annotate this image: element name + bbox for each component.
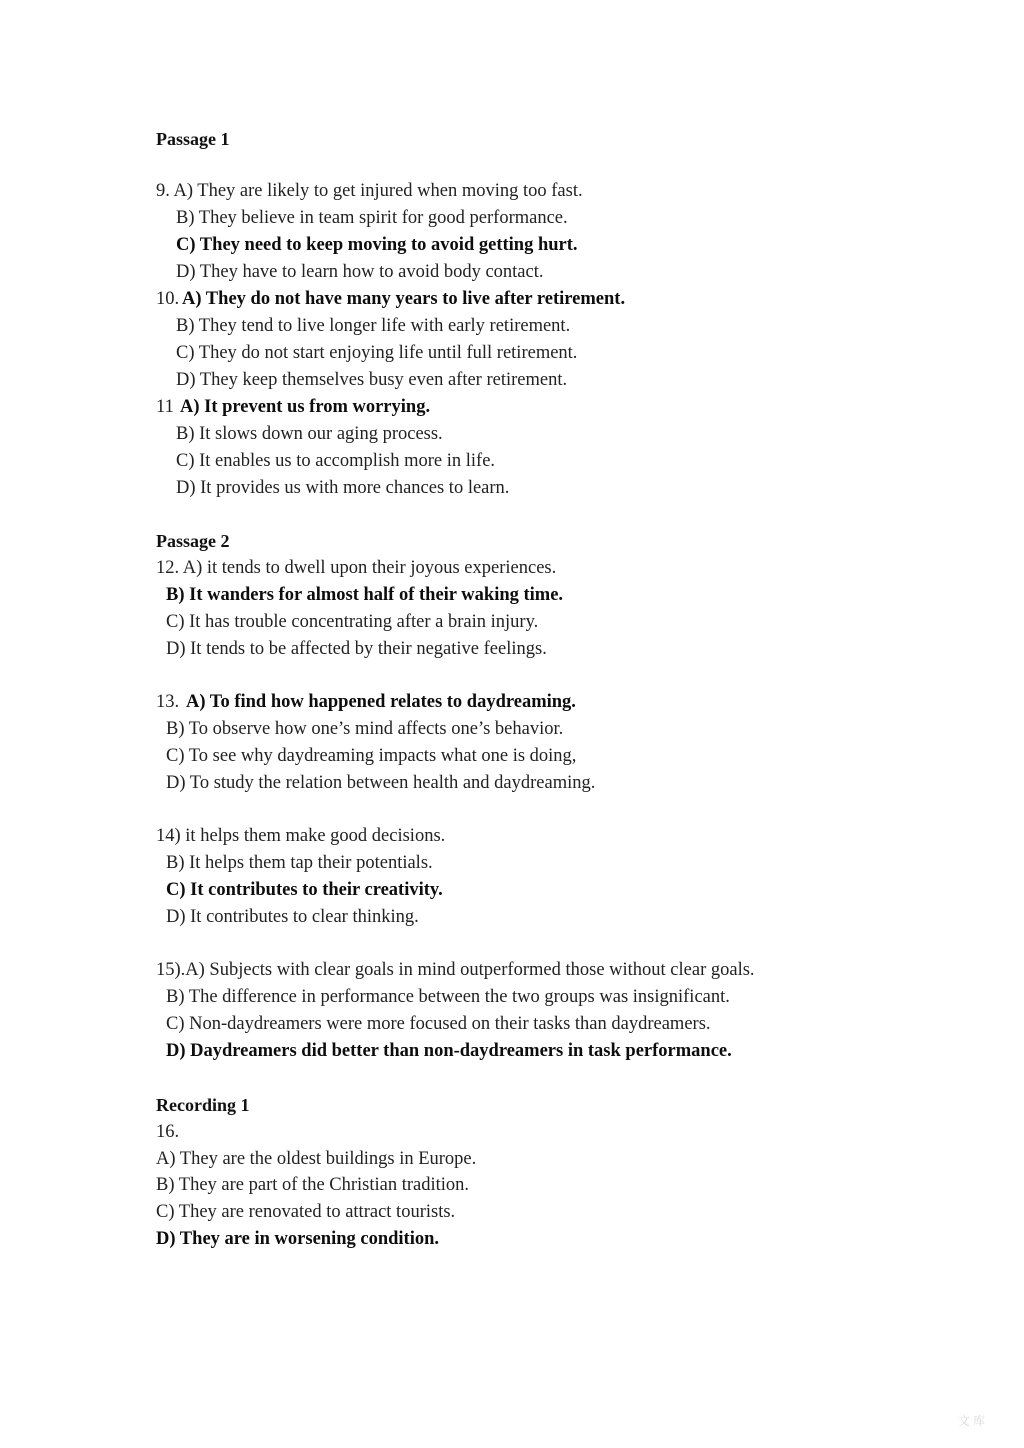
q16-option-d-answer: D) They are in worsening condition. [156, 1229, 440, 1249]
q11-option-c: C) It enables us to accomplish more in life. [176, 451, 496, 471]
q9-option-d: D) They have to learn how to avoid body contact. [176, 262, 544, 282]
q16-number: 16. [156, 1122, 180, 1142]
q13-number: 13. [156, 692, 180, 712]
q9-option-b: B) They believe in team spirit for good performance. [176, 208, 568, 228]
q10-option-b: B) They tend to live longer life with early retirement. [176, 316, 571, 336]
q11-option-d: D) It provides us with more chances to learn. [176, 478, 510, 498]
recording-1-heading: Recording 1 [156, 1095, 250, 1115]
q12-option-c: C) It has trouble concentrating after a brain injury. [166, 612, 539, 632]
watermark-mark: 文 库 [958, 1414, 986, 1428]
q15-option-a: 15).A) Subjects with clear goals in mind outperformed those without clear goals. [156, 960, 755, 980]
q14-option-d: D) It contributes to clear thinking. [166, 907, 419, 927]
q11-option-b: B) It slows down our aging process. [176, 424, 443, 444]
q10-option-c: C) They do not start enjoying life until full retirement. [176, 343, 578, 363]
q10-option-d: D) They keep themselves busy even after retirement. [176, 370, 568, 390]
q10-number: 10. [156, 289, 180, 309]
q16-option-b: B) They are part of the Christian tradition. [156, 1175, 470, 1195]
q10-option-a-answer: A) They do not have many years to live after retirement. [182, 289, 626, 309]
q15-option-b: B) The difference in performance between the two groups was insignificant. [166, 987, 730, 1007]
q13-option-b: B) To observe how one’s mind affects one’s behavior. [166, 719, 564, 739]
q16-option-a: A) They are the oldest buildings in Europe. [156, 1149, 477, 1169]
q9-option-c-answer: C) They need to keep moving to avoid getting hurt. [176, 235, 578, 255]
q16-option-c: C) They are renovated to attract tourists. [156, 1202, 456, 1222]
passage-2-heading: Passage 2 [156, 531, 230, 551]
q11-number: 11 [156, 397, 174, 417]
q9-option-a: 9. A) They are likely to get injured when moving too fast. [156, 181, 583, 201]
passage-1-heading: Passage 1 [156, 129, 230, 149]
q12-option-b-answer: B) It wanders for almost half of their waking time. [166, 585, 564, 605]
q13-option-c: C) To see why daydreaming impacts what one is doing, [166, 746, 577, 766]
q11-option-a-answer: A) It prevent us from worrying. [180, 397, 431, 417]
q12-option-a: 12. A) it tends to dwell upon their joyous experiences. [156, 558, 557, 578]
q13-option-d: D) To study the relation between health and daydreaming. [166, 773, 596, 793]
q14-option-b: B) It helps them tap their potentials. [166, 853, 433, 873]
q12-option-d: D) It tends to be affected by their negative feelings. [166, 639, 547, 659]
q13-option-a-answer: A) To find how happened relates to daydreaming. [186, 692, 576, 712]
q15-option-c: C) Non-daydreamers were more focused on their tasks than daydreamers. [166, 1014, 711, 1034]
q14-option-c-answer: C) It contributes to their creativity. [166, 880, 443, 900]
q14-option-a: 14) it helps them make good decisions. [156, 826, 446, 846]
q15-option-d-answer: D) Daydreamers did better than non-daydreamers in task performance. [166, 1041, 732, 1061]
